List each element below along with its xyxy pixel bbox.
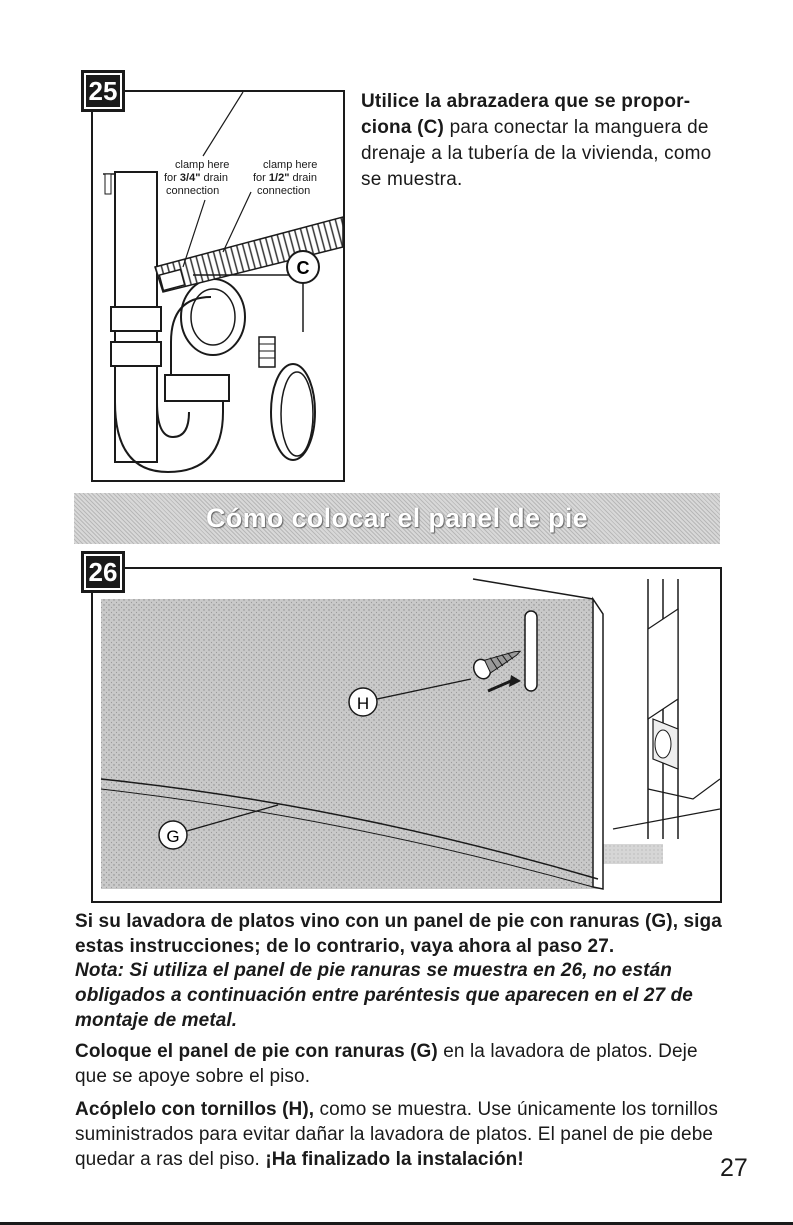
section-heading: Cómo colocar el panel de pie [206,503,588,533]
figure-25-number: 25 [81,70,125,112]
installation-finished: ¡Ha finalizado la instalación! [265,1149,524,1170]
place-panel-normal: en la lavadora de platos. Deje que se apoye sobre el piso. [75,1041,698,1087]
callout-h-label: H [356,694,370,713]
caption-normal: para conectar la manguera de drenaje a la tubería de la vivienda, como se muestra. [361,117,712,190]
paragraph-note: Nota: Si utiliza el panel de pie ranuras se muestra en 26, no están obligados a continuación entre paréntesis que aparecen en el 27 de montaje de metal. [75,960,693,1031]
clamp-left-line3: connection [166,185,220,197]
paragraph-slotted-panel: Si su lavadora de platos vino con un panel de pie con ranuras (G), siga estas instrucciones; de lo contrario, vaya ahora al paso 27. [75,911,722,957]
figure-26 [91,567,722,903]
figure-25-caption [361,89,721,193]
clamp-right-line1: clamp here [263,159,318,171]
paragraph-attach-screws [75,1097,725,1172]
clamp-left-line2: for 3/4" drain [164,172,228,184]
attach-screws-bold: Acóplelo con tornillos (H), [75,1099,315,1120]
place-panel-bold: Coloque el panel de pie con ranuras (G) [75,1041,438,1062]
callout-g-label: G [166,827,180,846]
toe-panel-illustration [93,569,720,901]
page-number: 27 [720,1154,748,1182]
clamp-right-line3: connection [257,185,311,197]
attach-screws-normal: como se muestra. Use únicamente los tornillos suministrados para evitar dañar la lavadora de platos. El panel de pie debe quedar a ras del piso. [75,1099,718,1170]
callout-c-label: C [296,258,310,278]
section-heading-bar [74,493,720,544]
clamp-right-line2: for 1/2" drain [253,172,317,184]
figure-25 [91,90,345,482]
figure-26-number: 26 [81,551,125,593]
drain-connection-illustration [93,92,343,480]
paragraph-place-panel [75,1039,725,1089]
caption-bold: Utilice la abrazadera que se propor-ciona (C) [361,91,691,138]
clamp-left-line1: clamp here [175,159,230,171]
